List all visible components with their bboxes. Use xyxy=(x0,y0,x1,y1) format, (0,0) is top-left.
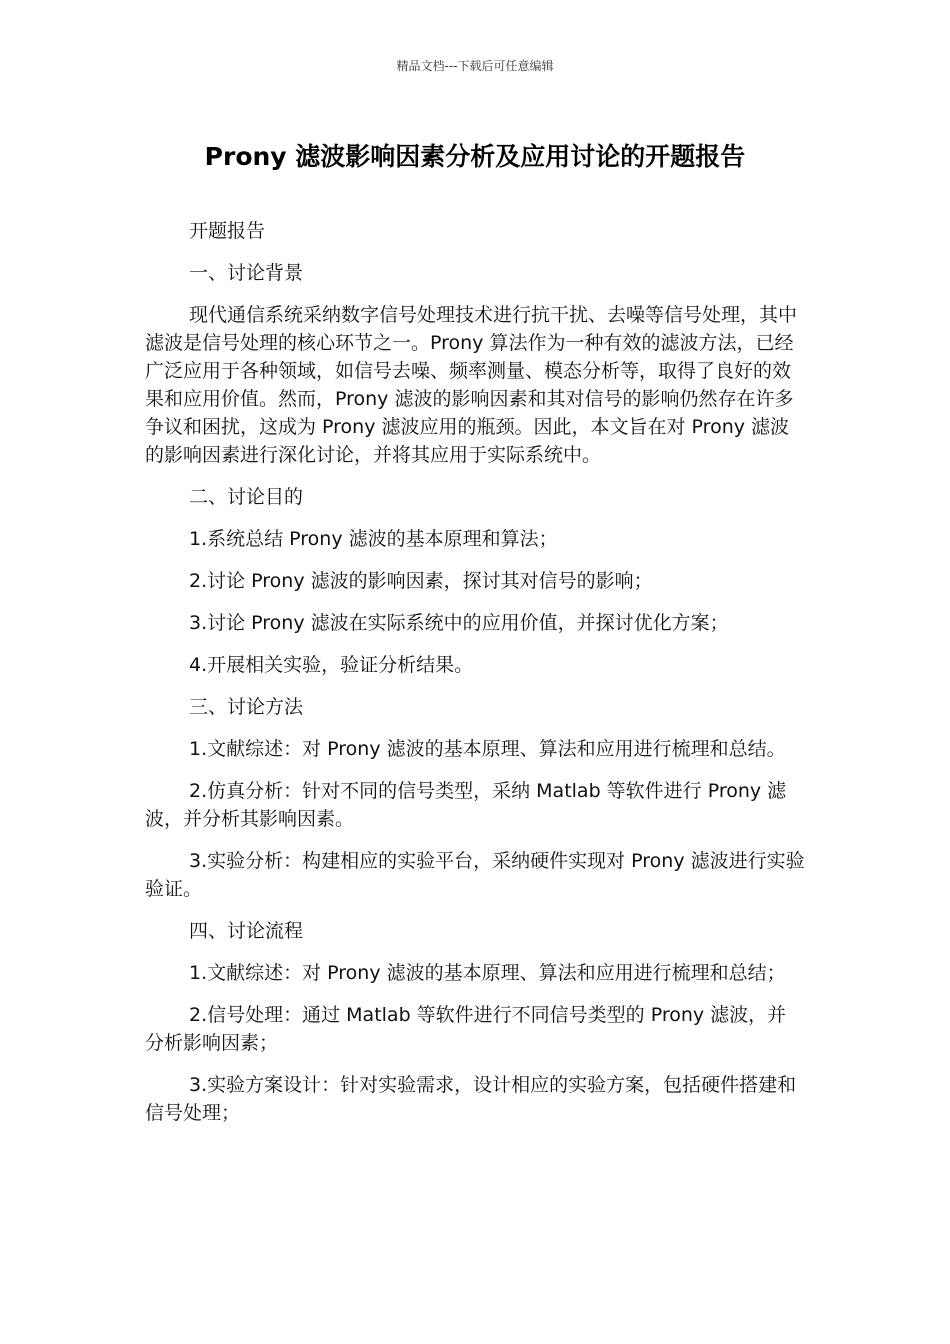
document-body xyxy=(145,217,805,1141)
heading-objectives: 二、讨论目的 xyxy=(189,486,304,508)
section-label-report: 开题报告 xyxy=(189,220,266,242)
heading-background: 一、讨论背景 xyxy=(189,262,304,284)
process-item: 1.文献综述：对 Prony 滤波的基本原理、算法和应用进行梳理和总结； xyxy=(189,962,786,984)
heading-methods: 三、讨论方法 xyxy=(189,696,304,718)
paragraph-background: 现代通信系统采纳数字信号处理技术进行抗干扰、去噪等信号处理，其中滤波是信号处理的核心环节之一。Prony 算法作为一种有效的滤波方法，已经广泛应用于各种领域，如信号去噪、频率测量、模态分析等，取得了良好的效果和应用价值。然而，Prony 滤波的影响因素和其对信号的影响仍然存在许多争议和困扰，这成为 Prony 滤波应用的瓶颈。因此，本文旨在对 Prony 滤波的影响因素进行深化讨论，并将其应用于实际系统中。 xyxy=(145,304,798,466)
method-item: 1.文献综述：对 Prony 滤波的基本原理、算法和应用进行梳理和总结。 xyxy=(189,738,786,760)
page-header: 精品文档---下载后可任意编辑 xyxy=(396,59,554,73)
objective-item: 1.系统总结 Prony 滤波的基本原理和算法； xyxy=(189,528,558,550)
process-item: 3.实验方案设计：针对实验需求，设计相应的实验方案，包括硬件搭建和信号处理； xyxy=(145,1074,797,1124)
objective-item: 4.开展相关实验，验证分析结果。 xyxy=(189,654,474,676)
method-item: 2.仿真分析：针对不同的信号类型，采纳 Matlab 等软件进行 Prony 滤波，并分析其影响因素。 xyxy=(145,780,787,830)
heading-process: 四、讨论流程 xyxy=(189,920,304,942)
document-title: Prony 滤波影响因素分析及应用讨论的开题报告 xyxy=(204,142,746,171)
objective-item: 3.讨论 Prony 滤波在实际系统中的应用价值，并探讨优化方案； xyxy=(189,612,729,634)
objective-item: 2.讨论 Prony 滤波的影响因素，探讨其对信号的影响； xyxy=(189,570,653,592)
process-item: 2.信号处理：通过 Matlab 等软件进行不同信号类型的 Prony 滤波，并分析影响因素； xyxy=(145,1004,787,1054)
method-item: 3.实验分析：构建相应的实验平台，采纳硬件实现对 Prony 滤波进行实验验证。 xyxy=(145,850,805,900)
